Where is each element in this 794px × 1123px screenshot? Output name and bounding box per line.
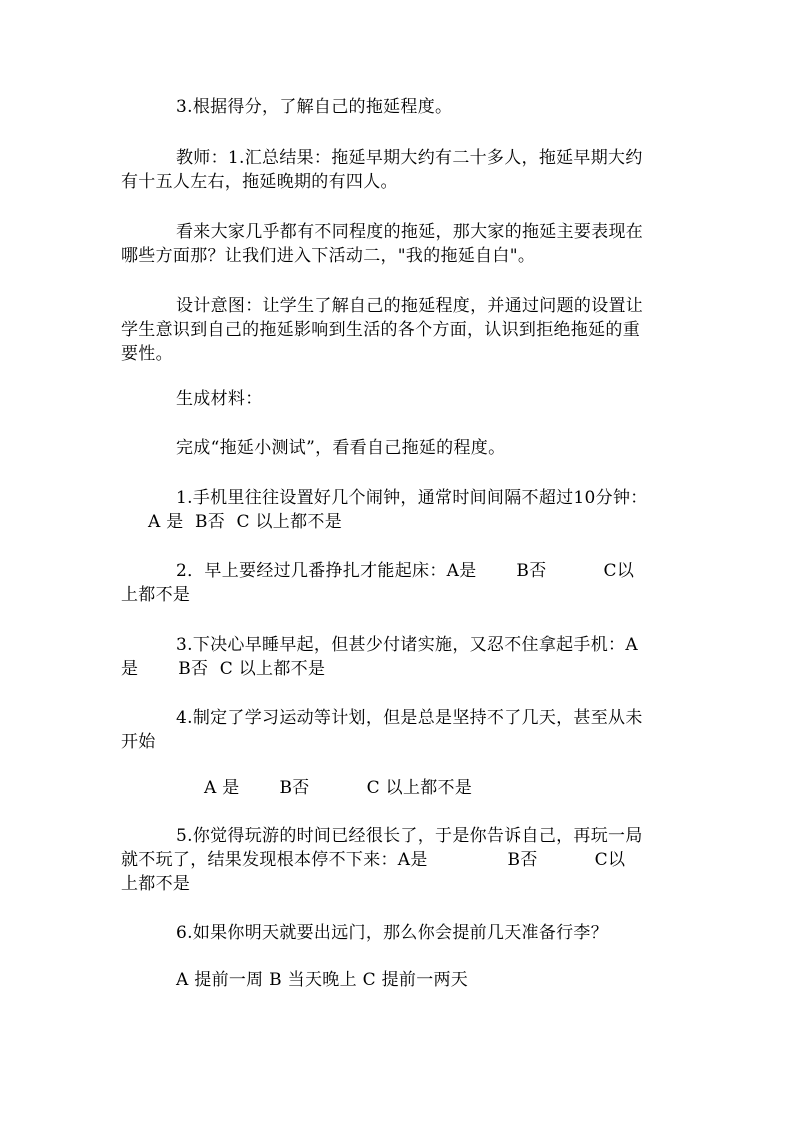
paragraph-line: 生成材料： (176, 389, 263, 409)
paragraph-line: 设计意图：让学生了解自己的拖延程度，并通过问题的设置让 (176, 296, 644, 316)
paragraph-line: 3.根据得分，了解自己的拖延程度。 (176, 97, 453, 117)
question-line: 6.如果你明天就要出远门，那么你会提前几天准备行李？ (176, 923, 609, 943)
question-line: 开始 (121, 732, 156, 752)
question-line: 就不玩了，结果发现根本停不下来：A是 B否 C以 (121, 850, 626, 870)
question-options: A 提前一周 B 当天晚上 C 提前一两天 (176, 970, 469, 990)
paragraph-line: 完成“拖延小测试”，看看自己拖延的程度。 (176, 438, 506, 458)
question-options: 是 B否 C 以上都不是 (121, 659, 326, 679)
paragraph-line: 教师：1.汇总结果：拖延早期大约有二十多人，拖延早期大约 (176, 148, 643, 168)
paragraph-line: 哪些方面那？让我们进入下活动二，"我的拖延自白"。 (121, 246, 536, 266)
question-line: 5.你觉得玩游的时间已经很长了，于是你告诉自己，再玩一局 (176, 826, 643, 846)
paragraph-line: 学生意识到自己的拖延影响到生活的各个方面，认识到拒绝拖延的重 (121, 320, 640, 340)
paragraph-line: 要性。 (121, 344, 173, 364)
paragraph-line: 看来大家几乎都有不同程度的拖延，那大家的拖延主要表现在 (176, 222, 644, 242)
question-line: 4.制定了学习运动等计划，但是总是坚持不了几天，甚至从未 (176, 708, 643, 728)
question-line: 上都不是 (121, 585, 191, 605)
paragraph-line: 有十五人左右，拖延晚期的有四人。 (121, 172, 398, 192)
question-line: 1.手机里往往设置好几个闹钟，通常时间间隔不超过10分钟： (176, 488, 648, 508)
question-line: 3.下决心早睡早起，但甚少付诸实施，又忍不住拿起手机：A (176, 635, 638, 655)
question-line: 上都不是 (121, 874, 191, 894)
question-options: A 是 B否 C 以上都不是 (148, 512, 342, 532)
question-line: 2．早上要经过几番挣扎才能起床：A是 B否 C以 (176, 561, 635, 581)
question-options: A 是 B否 C 以上都不是 (204, 778, 473, 798)
